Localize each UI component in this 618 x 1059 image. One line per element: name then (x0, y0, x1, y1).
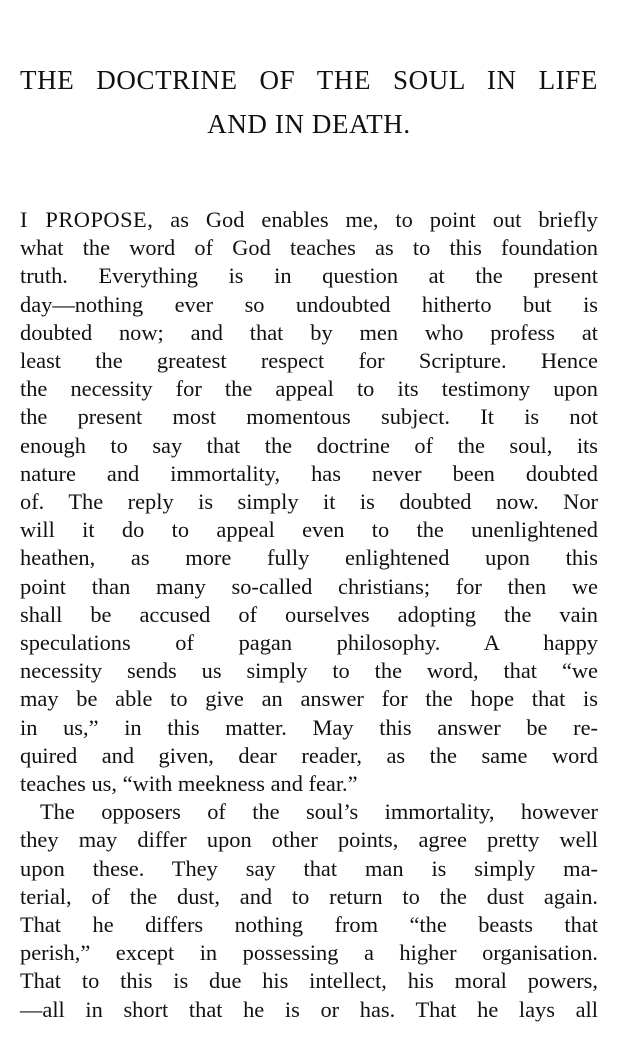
paragraph-1-line-8: the present most momentous subject. It is not (20, 404, 598, 430)
page (20, 58, 598, 1024)
paragraph-2-line-3: upon these. They say that man is simply ma- (20, 855, 598, 881)
paragraph-1-line-21: teaches us, “with meekness and fear.” (20, 771, 358, 797)
chapter-title (20, 58, 598, 146)
paragraph-2-line-8: —all in short that he is or has. That he lays all (20, 996, 598, 1022)
paragraph-1-line-7: the necessity for the appeal to its testimony upon (20, 376, 598, 402)
paragraph-1-line-11: of. The reply is simply it is doubted now. Nor (20, 489, 598, 515)
paragraph-1 (20, 206, 598, 798)
paragraph-1-line-9: enough to say that the doctrine of the soul, its (20, 432, 598, 458)
body-text (20, 206, 598, 1024)
paragraph-2-line-2: they may differ upon other points, agree pretty well (20, 827, 598, 853)
paragraph-1-line-6: least the greatest respect for Scripture. Hence (20, 348, 598, 374)
paragraph-1-line-19: in us,” in this matter. May this answer be re- (20, 714, 598, 740)
paragraph-1-line-15: shall be accused of ourselves adopting the vain (20, 601, 598, 627)
paragraph-1-line-13: heathen, as more fully enlightened upon this (20, 545, 598, 571)
title-line-1: THE DOCTRINE OF THE SOUL IN LIFE (20, 65, 598, 95)
paragraph-2-line-5: That he differs nothing from “the beasts that (20, 912, 598, 938)
paragraph-1-line-12: will it do to appeal even to the unenlightened (20, 517, 598, 543)
paragraph-1-line-14: point than many so-called christians; for then we (20, 573, 598, 599)
paragraph-1-line-3: truth. Everything is in question at the present (20, 263, 598, 289)
paragraph-2-line-7: That to this is due his intellect, his moral powers, (20, 968, 598, 994)
paragraph-2-line-4: terial, of the dust, and to return to the dust again. (20, 883, 598, 909)
paragraph-1-line-10: nature and immortality, has never been doubted (20, 460, 598, 486)
title-line-2: AND IN DEATH. (207, 109, 411, 139)
line-text: as God enables me, to point out briefly (153, 207, 598, 232)
paragraph-1-line-20: quired and given, dear reader, as the same word (20, 742, 598, 768)
paragraph-1-line-17: necessity sends us simply to the word, that “we (20, 658, 598, 684)
paragraph-1-line-2: what the word of God teaches as to this foundation (20, 235, 598, 261)
paragraph-2-line-6: perish,” except in possessing a higher organisation. (20, 940, 598, 966)
paragraph-1-line-4: day—nothing ever so undoubted hitherto but is (20, 291, 598, 317)
paragraph-1-line-18: may be able to give an answer for the hope that is (20, 686, 598, 712)
paragraph-2-line-1: The opposers of the soul’s immortality, however (40, 799, 598, 825)
paragraph-2 (20, 798, 598, 1024)
paragraph-1-line-1 (20, 206, 598, 234)
lead-word: I PROPOSE, (20, 207, 154, 232)
paragraph-1-line-5: doubted now; and that by men who profess at (20, 319, 598, 345)
paragraph-1-line-16: speculations of pagan philosophy. A happy (20, 630, 598, 656)
